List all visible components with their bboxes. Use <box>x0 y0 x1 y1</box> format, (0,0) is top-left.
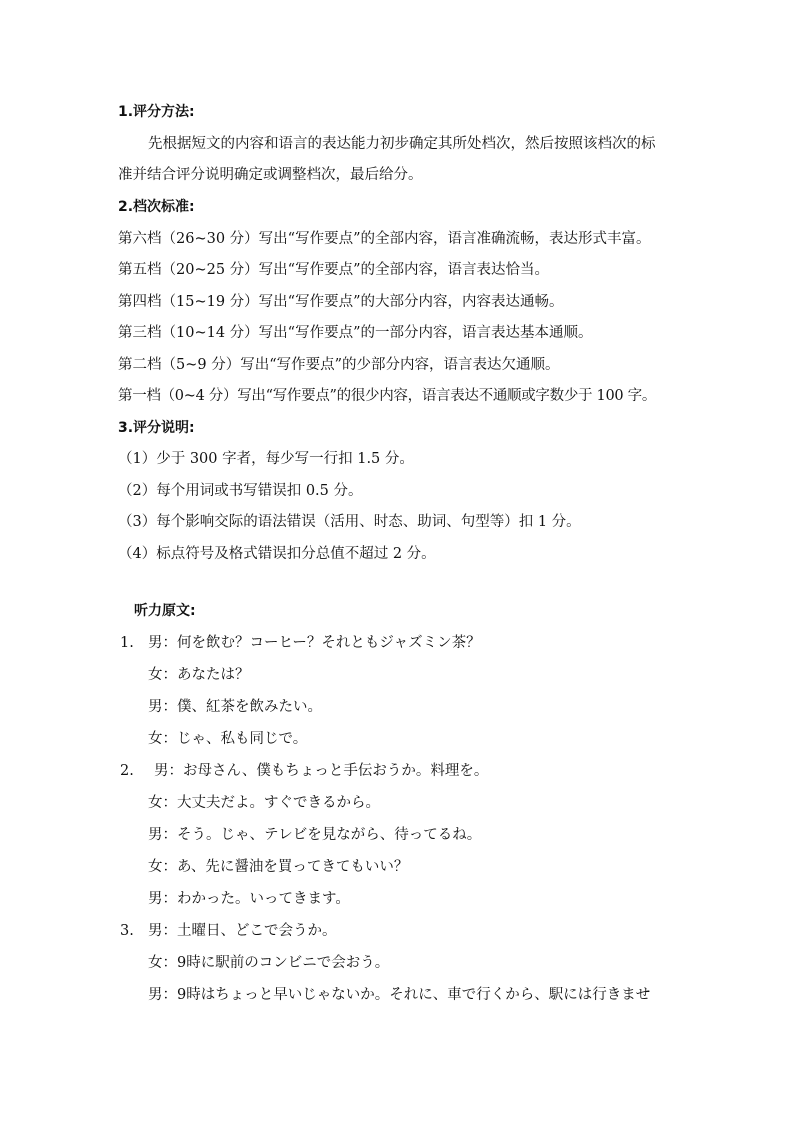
notes-heading: 3.评分说明: <box>118 420 195 436</box>
dialogue-line: 男：土曜日、どこで会うか。 <box>148 923 337 939</box>
dialogue-line: 男：僕、紅茶を飲みたい。 <box>148 699 322 715</box>
dialogue-line: 男：9時はちょっと早いじゃないか。それに、車で行くから、駅には行きませ <box>148 987 651 1003</box>
level-item: 第四档（15~19 分）写出“写作要点”的大部分内容，内容表达通畅。 <box>118 294 564 310</box>
dialogue-number: 3. <box>120 923 134 939</box>
level-item: 第二档（5~9 分）写出“写作要点”的少部分内容，语言表达欠通顺。 <box>118 357 560 373</box>
dialogue-line: 女：9時に駅前のコンビニで会おう。 <box>148 955 390 971</box>
dialogue-line: 女：大丈夫だよ。すぐできるから。 <box>148 795 380 811</box>
method-paragraph-line: 先根据短文的内容和语言的表达能力初步确定其所处档次，然后按照该档次的标 <box>148 136 656 152</box>
dialogue-line: 男：そう。じゃ、テレビを見ながら、待ってるね。 <box>148 827 482 843</box>
level-item: 第五档（20~25 分）写出“写作要点”的全部内容，语言表达恰当。 <box>118 262 549 278</box>
note-item: （4）标点符号及格式错误扣分总值不超过 2 分。 <box>118 546 436 562</box>
listening-heading: 听力原文: <box>134 603 196 619</box>
dialogue-number: 2. <box>120 763 134 779</box>
levels-heading: 2.档次标准: <box>118 199 195 215</box>
dialogue-line: 女：あ、先に醤油を買ってきてもいい？ <box>148 859 409 875</box>
level-item: 第三档（10~14 分）写出“写作要点”的一部分内容，语言表达基本通顺。 <box>118 325 593 341</box>
dialogue-line: 女：あなたは？ <box>148 667 250 683</box>
note-item: （1）少于 300 字者，每少写一行扣 1.5 分。 <box>118 451 414 467</box>
method-paragraph-line: 准并结合评分说明确定或调整档次，最后给分。 <box>118 167 423 183</box>
dialogue-line: 男：お母さん、僕もちょっと手伝おうか。料理を。 <box>154 763 489 779</box>
note-item: （3）每个影响交际的语法错误（活用、时态、助词、句型等）扣 1 分。 <box>118 514 581 530</box>
dialogue-line: 女：じゃ、私も同じで。 <box>148 731 308 747</box>
level-item: 第一档（0~4 分）写出“写作要点”的很少内容，语言表达不通顺或字数少于 100 字。 <box>118 388 657 404</box>
dialogue-number: 1. <box>120 635 134 651</box>
scoring-method-heading: 1.评分方法: <box>118 104 195 120</box>
dialogue-line: 男：何を飲む？コーヒー？それともジャズミン茶？ <box>148 635 481 651</box>
level-item: 第六档（26~30 分）写出“写作要点”的全部内容，语言准确流畅，表达形式丰富。 <box>118 231 651 247</box>
note-item: （2）每个用词或书写错误扣 0.5 分。 <box>118 483 363 499</box>
dialogue-line: 男：わかった。いってきます。 <box>148 891 350 907</box>
